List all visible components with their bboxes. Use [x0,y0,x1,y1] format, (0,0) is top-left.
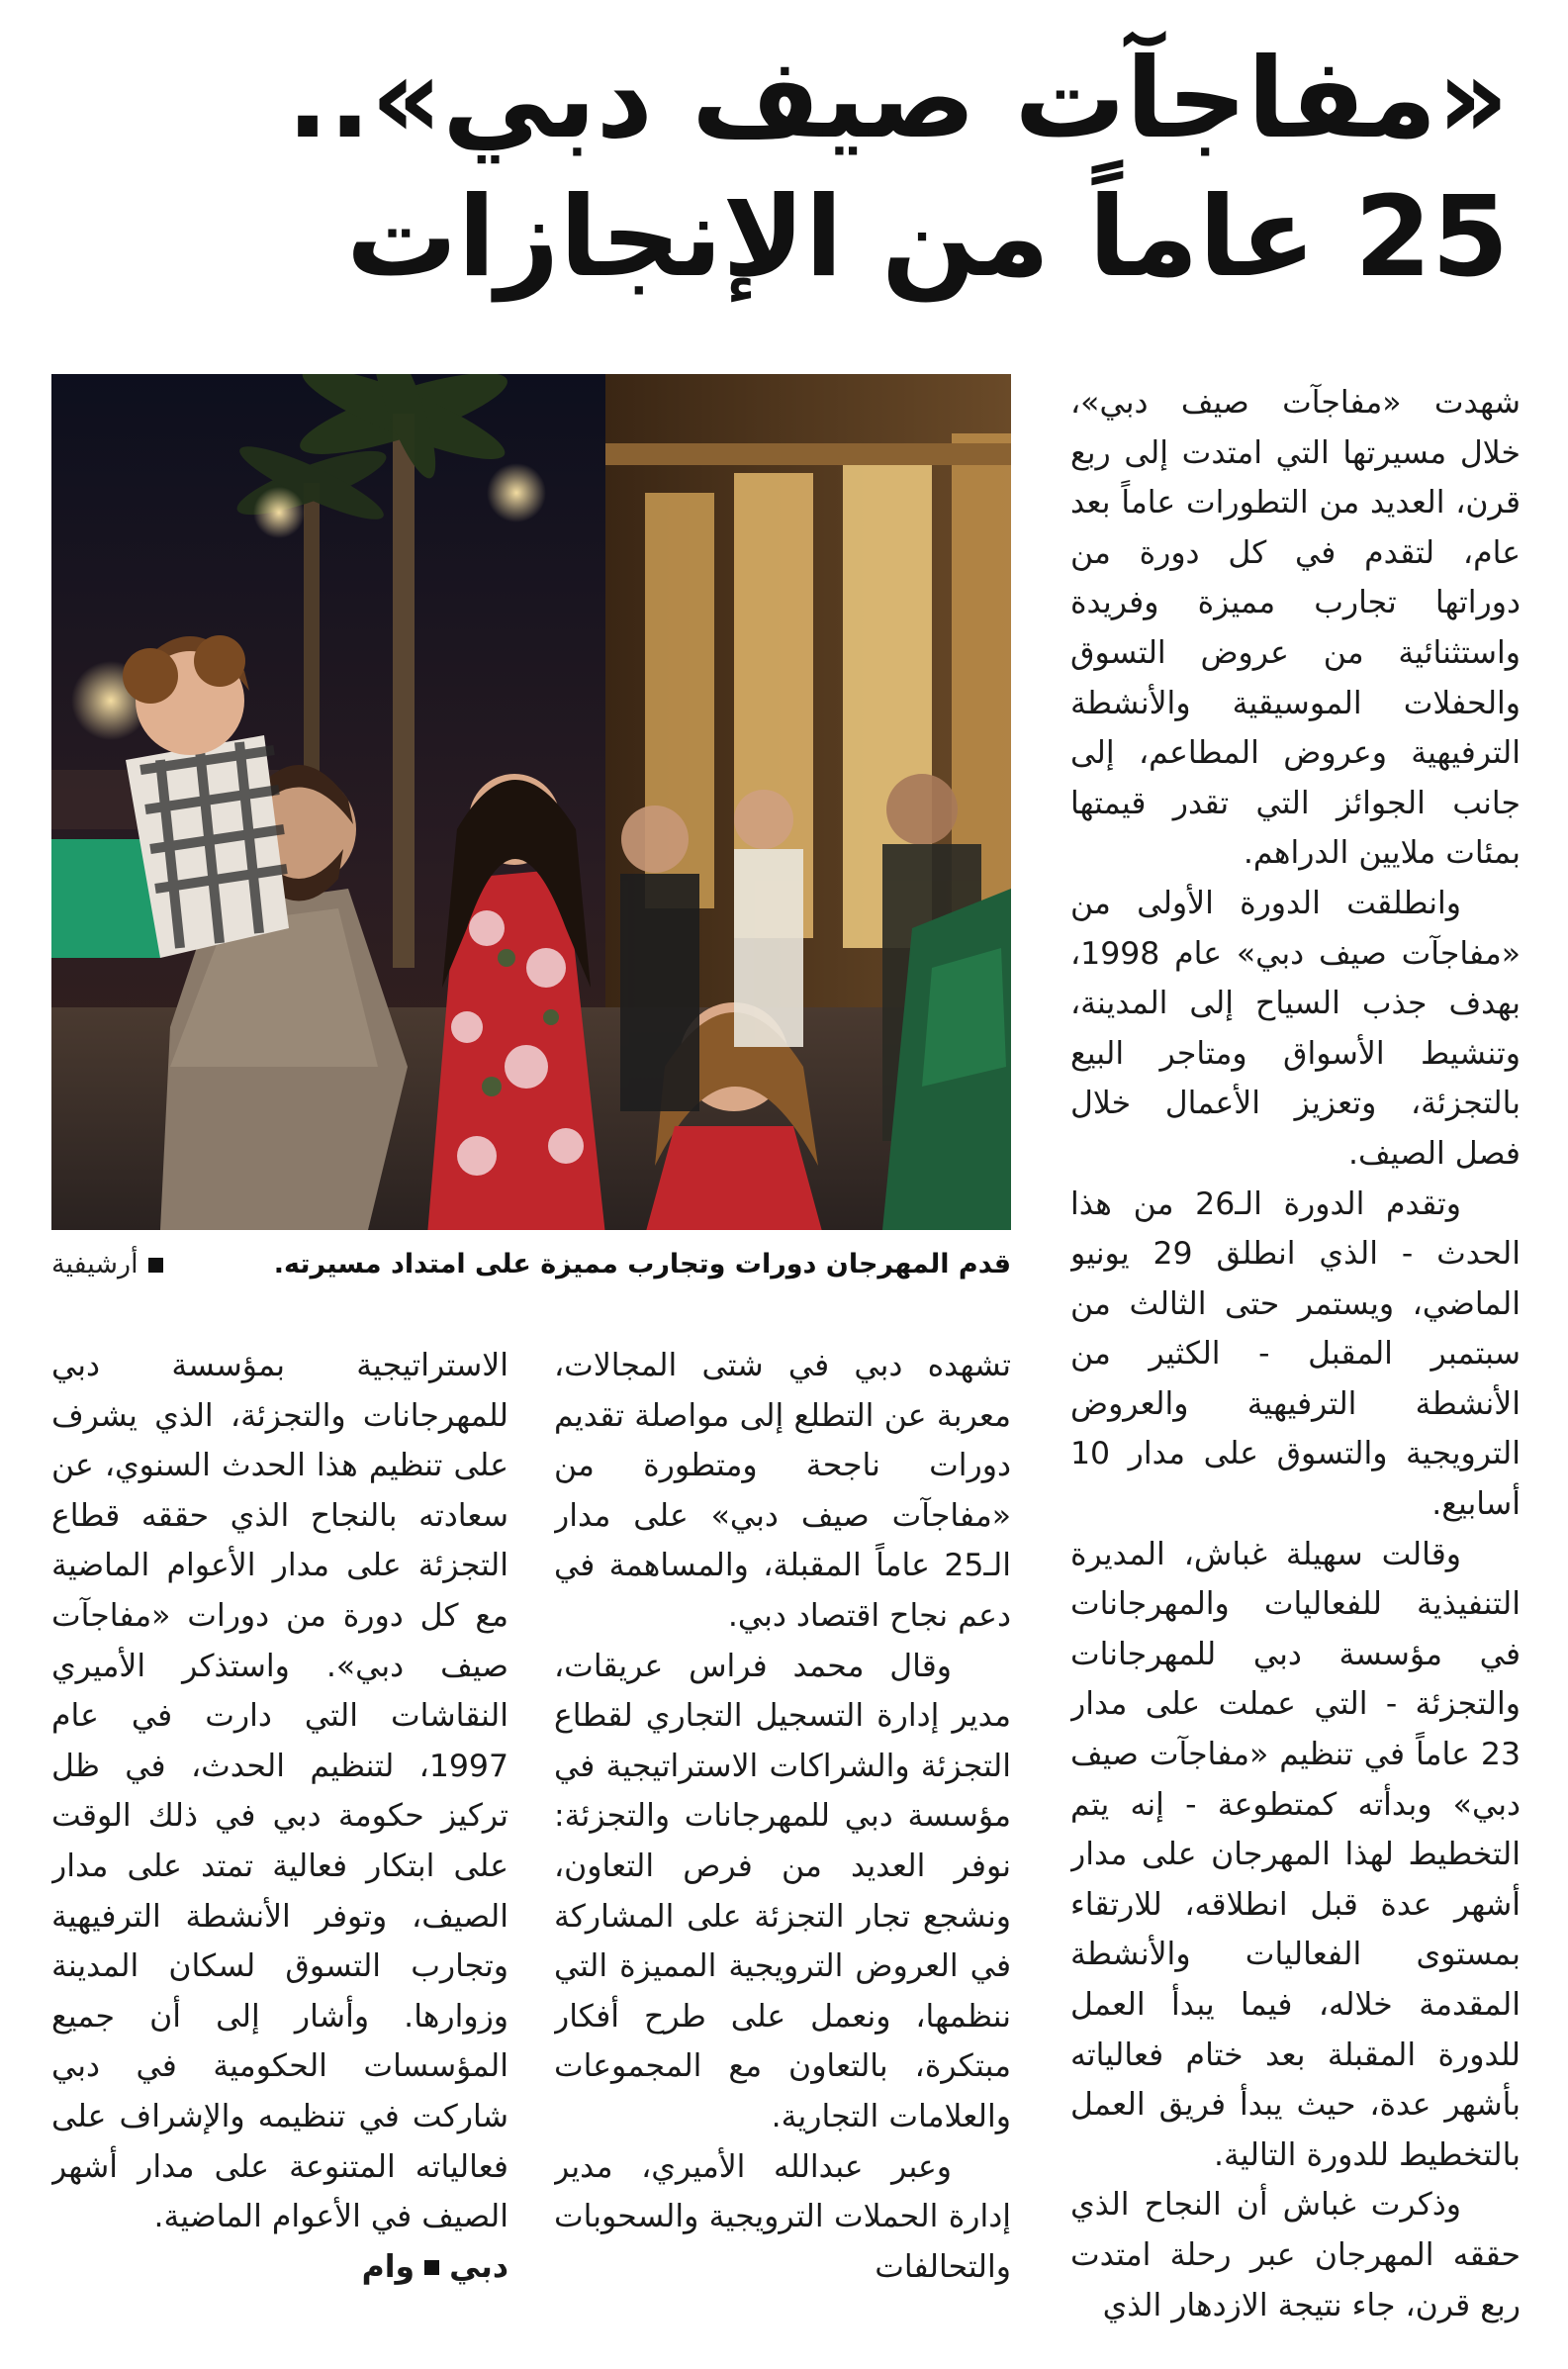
credit-text: أرشيفية [51,1248,138,1279]
headline-line-2: 25 عاماً من الإنجازات [346,173,1509,302]
paragraph: وعبر عبدالله الأميري، مدير إدارة الحملات الترويجية والسحوبات والتحالفات [554,2148,1011,2285]
article-column-right [1070,378,1521,2327]
caption-text: قدم المهرجان دورات وتجارب مميزة على امتداد مسيرته. [273,1248,1011,1279]
signoff-agency: وام [361,2248,415,2285]
photo-credit [51,1249,173,1279]
paragraph: شهدت «مفاجآت صيف دبي»، خلال مسيرتها التي امتدت إلى ربع قرن، العديد من التطورات عاماً بعد عام، لتقدم في كل دورة من دوراتها تجارب مميزة وفريدة واستثنائية من عروض التسوق والحفلات الموسيقية والأنشطة الترفيهية وعروض المطاعم، إلى جانب الجوائز التي تقدر قيمتها بمئات ملايين الدراهم. [1070,385,1521,872]
paragraph: وتقدم الدورة الـ26 من هذا الحدث - الذي انطلق 29 يونيو الماضي، ويستمر حتى الثالث من سبتمبر المقبل - الكثير من الأنشطة الترفيهية والعروض الترويجية والتسوق على مدار 10 أسابيع. [1070,1185,1521,1523]
square-bullet-icon [148,1258,163,1273]
headline [286,30,1509,307]
paragraph: وقالت سهيلة غباش، المديرة التنفيذية للفعاليات والمهرجانات في مؤسسة دبي للمهرجانات والتجزئة - التي عملت على مدار 23 عاماً في تنظيم «مفاجآت صيف دبي» وبدأته كمتطوعة - إنه يتم التخطيط لهذا المهرجان على مدار أشهر عدة قبل انطلاقه، للارتقاء بمستوى الفعاليات والأنشطة المقدمة خلاله، فيما يبدأ العمل للدورة المقبلة بعد ختام فعالياته بأشهر عدة، حيث يبدأ فريق العمل بالتخطيط للدورة التالية. [1070,1536,1521,2173]
headline-line-1: «مفاجآت صيف دبي».. [286,35,1509,163]
paragraph: وانطلقت الدورة الأولى من «مفاجآت صيف دبي» عام 1998، بهدف جذب السياح إلى المدينة، وتنشيط الأسواق ومتاجر البيع بالتجزئة، وتعزيز الأعمال خلال فصل الصيف. [1070,885,1521,1172]
paragraph: وقال محمد فراس عريقات، مدير إدارة التسجيل التجاري لقطاع التجزئة والشراكات الاستراتيجية في مؤسسة دبي للمهرجانات والتجزئة: نوفر العديد من فرص التعاون، ونشجع تجار التجزئة على المشاركة في العروض الترويجية المميزة التي ننظمها، ونعمل على طرح أفكار مبتكرة، بالتعاون مع المجموعات والعلامات التجارية. [554,1648,1011,2134]
article-column-middle [554,1341,1011,2330]
photo-caption [51,1242,1011,1285]
paragraph: الاستراتيجية بمؤسسة دبي للمهرجانات والتجزئة، الذي يشرف على تنظيم هذا الحدث السنوي، عن سعادته بالنجاح الذي حققه قطاع التجزئة على مدار الأعوام الماضية مع كل دورة من دورات «مفاجآت صيف دبي». واستذكر الأميري النقاشات التي دارت في عام 1997، لتنظيم الحدث، في ظل تركيز حكومة دبي في ذلك الوقت على ابتكار فعالية تمتد على مدار الصيف، وتوفر الأنشطة الترفيهية وتجارب التسوق لسكان المدينة وزوارها. وأشار إلى أن جميع المؤسسات الحكومية في دبي شاركت في تنظيمه والإشراف على فعالياته المتنوعة على مدار أشهر الصيف في الأعوام الماضية. [51,1348,508,2235]
paragraph: تشهده دبي في شتى المجالات، معربة عن التطلع إلى مواصلة تقديم دورات ناجحة ومتطورة من «مفاجآت صيف دبي» على مدار الـ25 عاماً المقبلة، والمساهمة في دعم نجاح اقتصاد دبي. [554,1348,1011,1634]
square-bullet-icon [424,2260,439,2275]
signoff-city: دبي [449,2248,508,2285]
festival-photo [51,374,1011,1230]
article-column-left [51,1341,508,2330]
article-signoff [51,2242,508,2293]
paragraph: وذكرت غباش أن النجاح الذي حققه المهرجان عبر رحلة امتدت ربع قرن، جاء نتيجة الازدهار الذي [1070,2187,1521,2323]
